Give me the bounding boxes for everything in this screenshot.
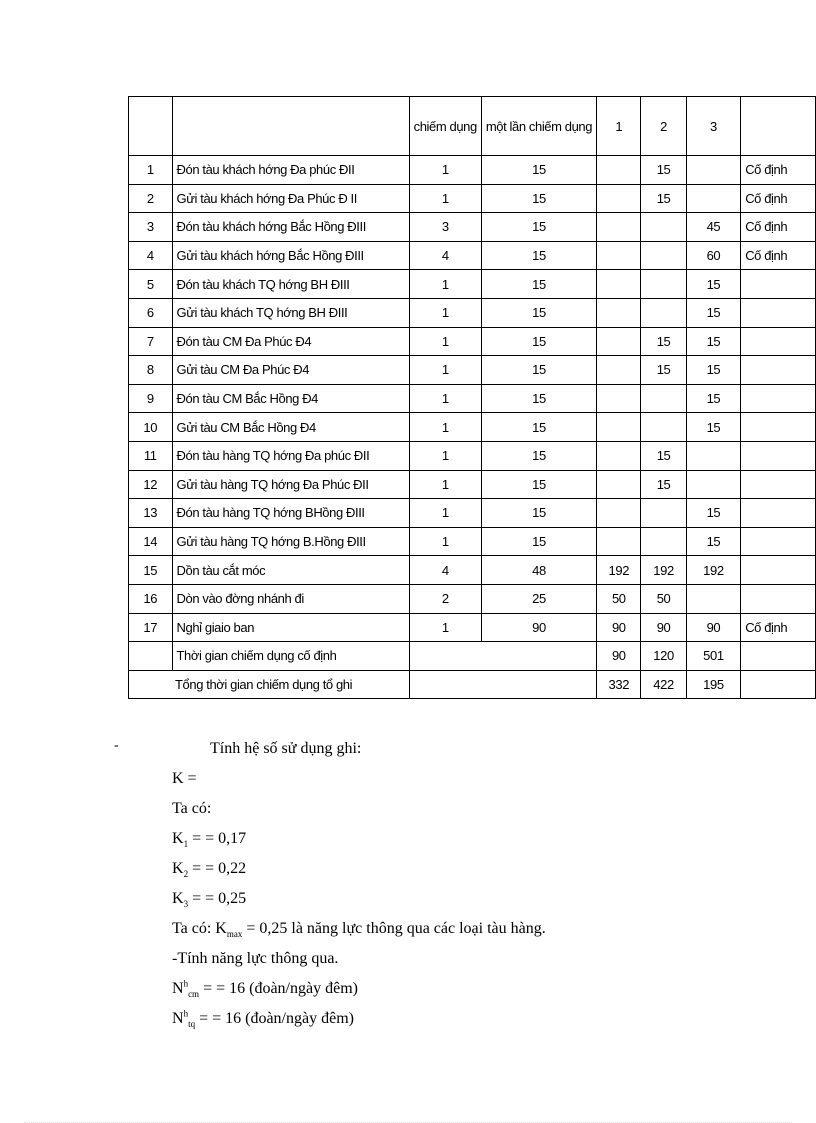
row-number: 2 <box>129 184 173 213</box>
table-row <box>129 499 816 528</box>
row-description: Gửi tàu hàng TQ hớng B.Hồng ĐIII <box>172 527 409 556</box>
row-note <box>741 527 816 556</box>
row-description: Đón tàu hàng TQ hớng BHồng ĐIII <box>172 499 409 528</box>
header-occupy: chiếm dụng <box>409 97 481 156</box>
row-route-2 <box>641 384 686 413</box>
row-number: 6 <box>129 298 173 327</box>
summary-route-1: 332 <box>597 670 641 699</box>
row-once-occupy: 15 <box>481 241 596 270</box>
row-occupy: 1 <box>409 184 481 213</box>
row-once-occupy: 15 <box>481 499 596 528</box>
row-description: Đón tàu khách hớng Bắc Hồng ĐIII <box>172 213 409 242</box>
row-route-2: 15 <box>641 356 686 385</box>
row-once-occupy: 15 <box>481 356 596 385</box>
table-row <box>129 241 816 270</box>
table-row <box>129 213 816 242</box>
row-number: 4 <box>129 241 173 270</box>
row-once-occupy: 15 <box>481 327 596 356</box>
occupancy-table <box>128 96 816 699</box>
row-description: Gửi tàu khách hớng Bắc Hồng ĐIII <box>172 241 409 270</box>
row-route-2: 192 <box>641 556 686 585</box>
summary-route-1: 90 <box>597 642 641 671</box>
row-occupy: 1 <box>409 413 481 442</box>
row-description: Gửi tàu CM Bắc Hồng Đ4 <box>172 413 409 442</box>
row-note <box>741 584 816 613</box>
summary-route-3: 195 <box>686 670 741 699</box>
row-route-2: 50 <box>641 584 686 613</box>
row-note <box>741 356 816 385</box>
row-route-2: 15 <box>641 470 686 499</box>
formula-k3: $K_3$ = = 0,25 <box>172 890 247 910</box>
row-route-1: 90 <box>597 613 641 642</box>
row-description: Dòn vào đờng nhánh đi <box>172 584 409 613</box>
row-occupy: 1 <box>409 270 481 299</box>
row-route-1 <box>597 499 641 528</box>
row-route-3: 192 <box>686 556 741 585</box>
row-number: 3 <box>129 213 173 242</box>
row-occupy: 1 <box>409 470 481 499</box>
row-route-3: 15 <box>686 499 741 528</box>
row-note <box>741 499 816 528</box>
row-route-1 <box>597 213 641 242</box>
formula-k2: $K_2$ = = 0,22 <box>172 860 247 880</box>
row-route-1 <box>597 184 641 213</box>
row-route-2: 90 <box>641 613 686 642</box>
row-route-2: 15 <box>641 184 686 213</box>
row-route-3: 90 <box>686 613 741 642</box>
row-occupy: 1 <box>409 327 481 356</box>
row-number: 17 <box>129 613 173 642</box>
row-route-2 <box>641 499 686 528</box>
row-route-1: 192 <box>597 556 641 585</box>
summary-route-2: 422 <box>641 670 686 699</box>
row-description: Đón tàu khách TQ hớng BH ĐIII <box>172 270 409 299</box>
header-route-3: 3 <box>686 97 741 156</box>
row-occupy: 1 <box>409 499 481 528</box>
row-occupy: 1 <box>409 441 481 470</box>
row-number: 14 <box>129 527 173 556</box>
row-route-3: 15 <box>686 298 741 327</box>
row-note <box>741 384 816 413</box>
row-occupy: 1 <box>409 156 481 185</box>
row-occupy: 3 <box>409 213 481 242</box>
table-header-row <box>129 97 816 156</box>
row-note <box>741 556 816 585</box>
row-once-occupy: 15 <box>481 298 596 327</box>
header-cell-empty <box>129 97 173 156</box>
row-description: Gửi tàu hàng TQ hớng Đa Phúc ĐII <box>172 470 409 499</box>
row-route-1 <box>597 470 641 499</box>
row-route-2 <box>641 413 686 442</box>
table-row <box>129 356 816 385</box>
row-number: 12 <box>129 470 173 499</box>
row-route-1 <box>597 270 641 299</box>
row-note <box>741 298 816 327</box>
row-occupy: 1 <box>409 298 481 327</box>
row-route-1 <box>597 441 641 470</box>
summary-empty <box>409 670 596 699</box>
table-row <box>129 270 816 299</box>
header-route-2: 2 <box>641 97 686 156</box>
row-once-occupy: 15 <box>481 441 596 470</box>
row-route-1 <box>597 384 641 413</box>
table-row <box>129 156 816 185</box>
formula-k1: $K_1$ = = 0,17 <box>172 830 247 850</box>
row-note: Cố định <box>741 613 816 642</box>
row-number: 8 <box>129 356 173 385</box>
formula-kmax: Ta có: $K_{max} = 0,25$ là năng lực thông qua các loại tàu hàng. <box>172 920 546 940</box>
row-route-2: 15 <box>641 156 686 185</box>
row-number: 5 <box>129 270 173 299</box>
table-row <box>129 556 816 585</box>
table-row <box>129 298 816 327</box>
row-number: 13 <box>129 499 173 528</box>
table-row <box>129 527 816 556</box>
row-description: Nghỉ giaio ban <box>172 613 409 642</box>
row-route-1 <box>597 156 641 185</box>
row-occupy: 4 <box>409 241 481 270</box>
row-once-occupy: 15 <box>481 184 596 213</box>
row-note <box>741 270 816 299</box>
row-note: Cố định <box>741 184 816 213</box>
row-note: Cố định <box>741 213 816 242</box>
table-row <box>129 327 816 356</box>
row-route-3: 15 <box>686 356 741 385</box>
row-description: Đón tàu CM Bắc Hồng Đ4 <box>172 384 409 413</box>
row-occupy: 4 <box>409 556 481 585</box>
header-cell-empty <box>172 97 409 156</box>
table-row <box>129 470 816 499</box>
row-once-occupy: 15 <box>481 470 596 499</box>
row-once-occupy: 90 <box>481 613 596 642</box>
row-once-occupy: 15 <box>481 527 596 556</box>
row-once-occupy: 15 <box>481 213 596 242</box>
row-occupy: 1 <box>409 613 481 642</box>
row-number: 1 <box>129 156 173 185</box>
row-route-2 <box>641 298 686 327</box>
row-occupy: 1 <box>409 356 481 385</box>
row-route-3 <box>686 156 741 185</box>
table-row <box>129 613 816 642</box>
table-row <box>129 413 816 442</box>
row-route-3 <box>686 441 741 470</box>
summary-row <box>129 670 816 699</box>
summary-row <box>129 642 816 671</box>
row-description: Đón tàu hàng TQ hớng Đa phúc ĐII <box>172 441 409 470</box>
header-once-occupy: một lần chiếm dụng <box>481 97 596 156</box>
table-row <box>129 584 816 613</box>
row-number: 11 <box>129 441 173 470</box>
row-number: 15 <box>129 556 173 585</box>
row-number: 9 <box>129 384 173 413</box>
row-route-3: 45 <box>686 213 741 242</box>
row-once-occupy: 15 <box>481 156 596 185</box>
row-route-3: 15 <box>686 327 741 356</box>
summary-empty <box>129 642 173 671</box>
text-capacity: -Tính năng lực thông qua. <box>172 950 339 967</box>
row-route-1 <box>597 413 641 442</box>
text-ta-co: Ta có: <box>172 800 212 817</box>
section-heading: Tính hệ số sử dụng ghi: <box>210 740 362 757</box>
row-description: Dồn tàu cắt móc <box>172 556 409 585</box>
summary-route-3: 501 <box>686 642 741 671</box>
row-route-1 <box>597 241 641 270</box>
row-route-3: 15 <box>686 527 741 556</box>
summary-empty <box>741 670 816 699</box>
summary-route-2: 120 <box>641 642 686 671</box>
summary-empty <box>741 642 816 671</box>
row-occupy: 1 <box>409 384 481 413</box>
summary-empty <box>409 642 596 671</box>
formula-k: K = <box>172 770 197 787</box>
row-occupy: 2 <box>409 584 481 613</box>
row-note: Cố định <box>741 241 816 270</box>
row-route-2 <box>641 241 686 270</box>
row-route-1 <box>597 327 641 356</box>
row-description: Đón tàu CM Đa Phúc Đ4 <box>172 327 409 356</box>
row-note: Cố định <box>741 156 816 185</box>
table-row <box>129 384 816 413</box>
row-route-3: 15 <box>686 384 741 413</box>
row-number: 16 <box>129 584 173 613</box>
row-number: 7 <box>129 327 173 356</box>
row-route-1 <box>597 527 641 556</box>
row-route-2: 15 <box>641 327 686 356</box>
row-once-occupy: 15 <box>481 413 596 442</box>
row-route-3 <box>686 470 741 499</box>
row-number: 10 <box>129 413 173 442</box>
row-route-2 <box>641 213 686 242</box>
row-note <box>741 470 816 499</box>
row-route-3: 15 <box>686 270 741 299</box>
row-once-occupy: 25 <box>481 584 596 613</box>
row-route-1 <box>597 356 641 385</box>
bullet-dash: - <box>114 738 119 753</box>
row-route-1: 50 <box>597 584 641 613</box>
row-description: Gửi tàu khách TQ hớng BH ĐIII <box>172 298 409 327</box>
formula-n-cm: $N^h_{cm}$ = = 16 (đoàn/ngày đêm) <box>172 978 358 1000</box>
row-occupy: 1 <box>409 527 481 556</box>
header-route-1: 1 <box>597 97 641 156</box>
table-row <box>129 441 816 470</box>
row-description: Gửi tàu CM Đa Phúc Đ4 <box>172 356 409 385</box>
row-route-1 <box>597 298 641 327</box>
row-description: Đón tàu khách hớng Đa phúc ĐII <box>172 156 409 185</box>
row-route-2: 15 <box>641 441 686 470</box>
formula-n-tq: $N^h_{tq}$ = = 16 (đoàn/ngày đêm) <box>172 1008 354 1030</box>
row-route-3 <box>686 184 741 213</box>
row-once-occupy: 15 <box>481 270 596 299</box>
row-route-3: 15 <box>686 413 741 442</box>
row-description: Gửi tàu khách hớng Đa Phúc Đ II <box>172 184 409 213</box>
row-route-3 <box>686 584 741 613</box>
row-route-2 <box>641 270 686 299</box>
row-route-2 <box>641 527 686 556</box>
row-once-occupy: 48 <box>481 556 596 585</box>
row-route-3: 60 <box>686 241 741 270</box>
row-note <box>741 413 816 442</box>
summary-label: Tổng thời gian chiếm dụng tổ ghi <box>129 670 410 699</box>
row-once-occupy: 15 <box>481 384 596 413</box>
row-note <box>741 441 816 470</box>
header-cell-empty <box>741 97 816 156</box>
row-note <box>741 327 816 356</box>
summary-label: Thời gian chiếm dụng cố định <box>172 642 409 671</box>
table-row <box>129 184 816 213</box>
